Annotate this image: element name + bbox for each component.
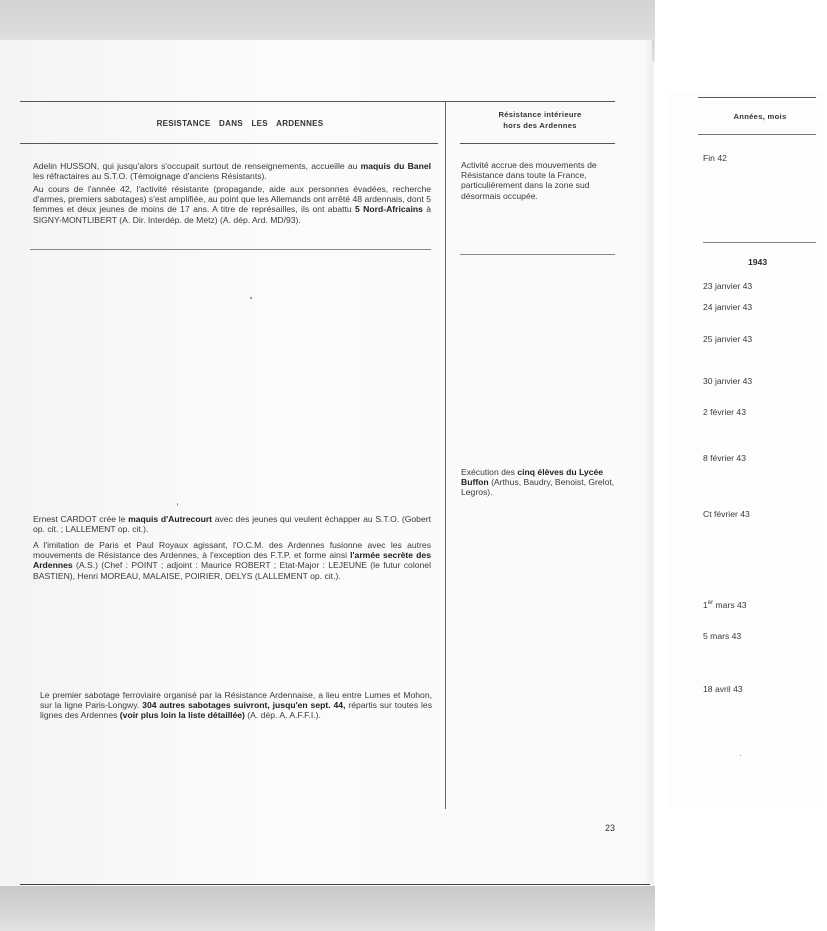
main-column-header: RESISTANCE DANS LES ARDENNES bbox=[156, 119, 324, 128]
date-5-mars: 5 mars 43 bbox=[703, 631, 742, 641]
scan-speck bbox=[177, 503, 178, 506]
date-24-janvier: 24 janvier 43 bbox=[703, 302, 753, 312]
reprisals-text-end: à SIGNY-MONTLIBERT (A. Dir. Interdép. de Metz) (A. dép. Ard. MD/93). bbox=[33, 204, 432, 225]
sabotages-count: 304 autres sabotages suivront, jusqu'en sept. 44, bbox=[142, 700, 346, 711]
page-edge-shadow bbox=[644, 40, 654, 890]
sabotage-text: Le premier sabotage ferroviaire organisé par la Résistance Ardennaise, a lieu entre Lumes et Mohon, sur la ligne Paris-Longwy. bbox=[40, 690, 432, 711]
armee-secrete: l'armée secrète des Ardennes bbox=[33, 550, 431, 571]
see-detailed-list: (voir plus loin la liste détaillée) bbox=[119, 710, 245, 721]
date-1er-mars bbox=[703, 600, 747, 610]
scan-speck bbox=[250, 297, 252, 299]
date-8-fevrier: 8 février 43 bbox=[703, 453, 746, 463]
cardot-text: Ernest CARDOT crée le bbox=[33, 514, 129, 524]
maquis-d-autrecourt: maquis d'Autrecourt bbox=[128, 514, 213, 524]
page-number: 23 bbox=[605, 823, 616, 833]
scan-speck bbox=[740, 755, 741, 756]
sabotage-text-end: (A. dép. A. A.F.F.I.). bbox=[244, 710, 321, 721]
date-1er-rest: mars 43 bbox=[713, 600, 747, 610]
activity-paragraph: Activité accrue des mouvements de Résistance dans toute la France, particulièrement dans la zone sud désormais occupée. bbox=[461, 160, 597, 201]
scan-bottom-margin bbox=[0, 886, 655, 931]
ocm-text: A l'imitation de Paris et Paul Royaux agissant, l'O.C.M. des Ardennes fusionne avec les autres mouvements de Résistance des Ardennes, à l'exception des F.T.P. et forme ainsi bbox=[33, 540, 431, 561]
maquis-du-banel: maquis du Banel bbox=[360, 161, 431, 171]
husson-text-end: les réfractaires au S.T.O. (Témoignage d'anciens Résistants). bbox=[33, 171, 267, 182]
section-rule-middle bbox=[460, 254, 615, 255]
sabotage-paragraph bbox=[40, 690, 432, 721]
middle-column-header-line1: Résistance intérieure bbox=[498, 110, 582, 119]
cardot-paragraph bbox=[33, 514, 431, 534]
date-23-janvier: 23 janvier 43 bbox=[703, 281, 753, 291]
dates-column-strip bbox=[668, 92, 824, 808]
buffon-paragraph bbox=[461, 467, 621, 498]
buffon-text-end: (Arthus, Baudry, Benoist, Grelot, Legros). bbox=[461, 477, 615, 498]
sabotage-text-mid: répartis sur toutes les lignes des Ardennes bbox=[40, 700, 432, 721]
reprisals-paragraph bbox=[33, 184, 431, 225]
dates-top-rule bbox=[698, 97, 816, 98]
column-divider bbox=[445, 101, 446, 809]
dates-header-rule bbox=[698, 134, 816, 135]
section-rule-left bbox=[30, 249, 431, 250]
bottom-margin-rule bbox=[20, 884, 650, 885]
date-fin-42: Fin 42 bbox=[703, 153, 727, 163]
date-18-avril: 18 avril 43 bbox=[703, 684, 743, 694]
date-2-fevrier: 2 février 43 bbox=[703, 407, 746, 417]
year-1943: 1943 bbox=[748, 257, 768, 267]
date-1er-number: 1 bbox=[703, 600, 708, 610]
middle-column-header-line2: hors des Ardennes bbox=[503, 121, 577, 130]
date-1er-suffix: er bbox=[707, 600, 714, 607]
armee-secrete-paragraph bbox=[33, 540, 431, 581]
cardot-text-end: avec des jeunes qui veulent échapper au S.T.O. (Gobert op. cit. ; LALLEMENT op. cit.). bbox=[33, 514, 431, 535]
husson-paragraph bbox=[33, 161, 431, 181]
dates-column-header: Années, mois bbox=[733, 112, 787, 121]
date-ct-fevrier: Ct février 43 bbox=[703, 509, 750, 519]
table-top-rule bbox=[20, 101, 615, 102]
ocm-text-end: (A.S.) (Chef : POINT ; adjoint : Maurice ROBERT ; Etat-Major : LEJEUNE (le futur colonel BASTIEN), Henri MOREAU, MALAISE, POIRIER, DELYS (LALLEMENT op. cit.). bbox=[33, 560, 431, 581]
date-30-janvier: 30 janvier 43 bbox=[703, 376, 753, 386]
buffon-text: Exécution des bbox=[461, 467, 518, 477]
table-header-rule-left bbox=[20, 143, 438, 144]
dates-section-rule bbox=[703, 242, 816, 243]
table-header-rule-middle bbox=[460, 143, 615, 144]
nord-africains: 5 Nord-Africains bbox=[355, 204, 423, 215]
cinq-eleves-buffon: cinq élèves du Lycée Buffon bbox=[461, 467, 604, 488]
husson-text: Adelin HUSSON, qui jusqu'alors s'occupait surtout de renseignements, accueille au bbox=[33, 161, 361, 171]
date-25-janvier: 25 janvier 43 bbox=[703, 334, 753, 344]
reprisals-text: Au cours de l'année 42, l'activité résistante (propagande, aide aux personnes évadées, recherche d'armes, premiers sabotages) s'est amplifiée, au point que les Allemands ont arrêté 48 ardennais, dont 5 femmes et deux jeunes de moins de 17 ans. A titre de représailles, ils ont abattu bbox=[33, 184, 431, 215]
